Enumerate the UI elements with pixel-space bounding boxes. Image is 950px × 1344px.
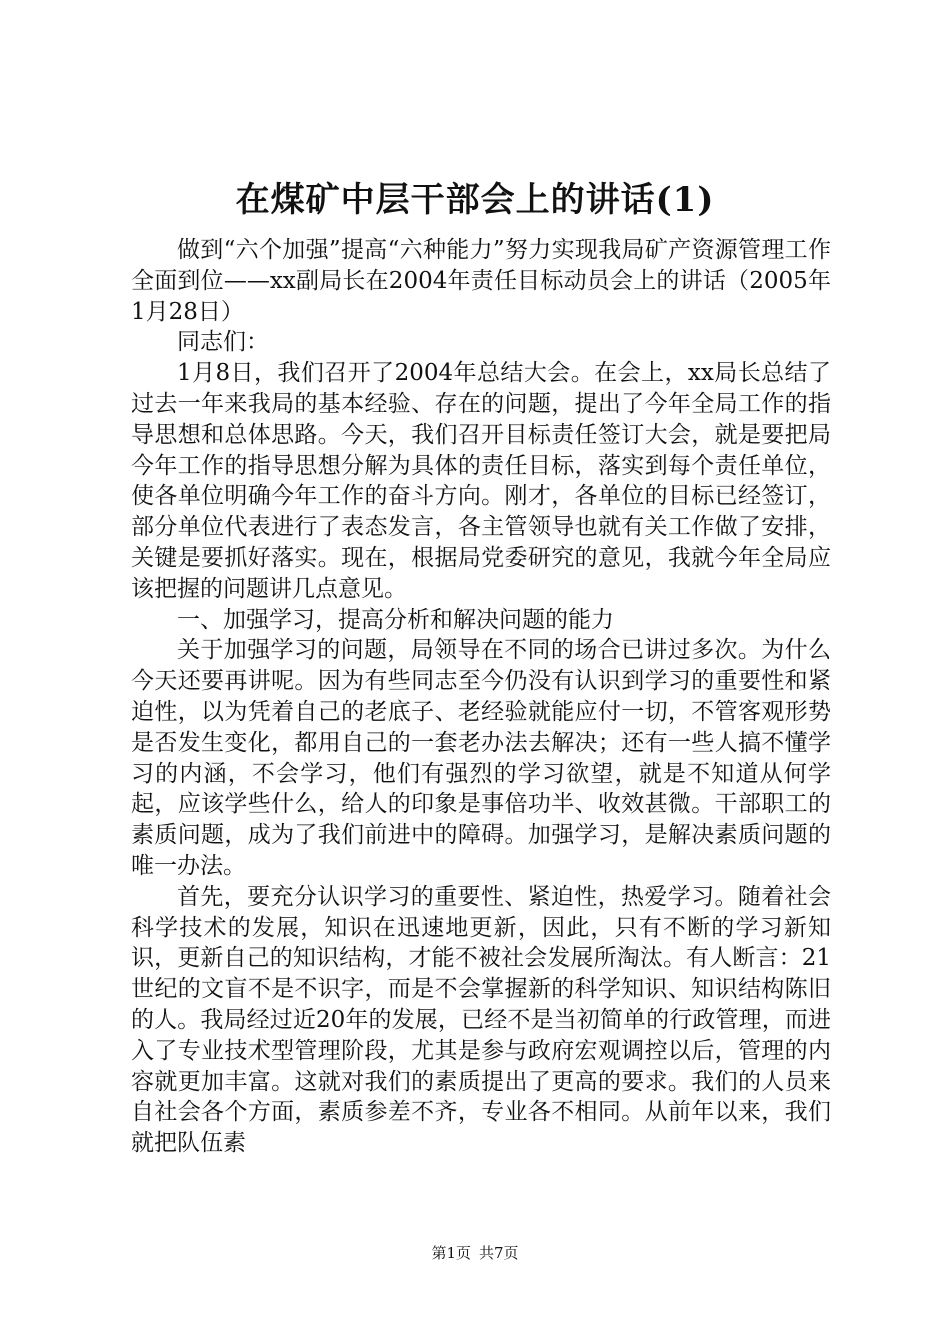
document-body [131,235,831,1159]
body-paragraph: 1月8日，我们召开了2004年总结大会。在会上，xx局长总结了过去一年来我局的基本经验、存在的问题，提出了今年全局工作的指导思想和总体思路。今天，我们召开目标责任签订大会，就是要把局今年工作的指导思想分解为具体的责任目标，落实到每个责任单位，使各单位明确今年工作的奋斗方向。刚才，各单位的目标已经签订，部分单位代表进行了表态发言，各主管领导也就有关工作做了安排，关键是要抓好落实。现在，根据局党委研究的意见，我就今年全局应该把握的问题讲几点意见。 [131,360,831,602]
page-footer [0,1243,950,1263]
document-title: 在煤矿中层干部会上的讲话(1) [235,180,715,220]
body-paragraph: 关于加强学习的问题，局领导在不同的场合已讲过多次。为什么今天还要再讲呢。因为有些同志至今仍没有认识到学习的重要性和紧迫性，以为凭着自己的老底子、老经验就能应付一切，不管客观形势是否发生变化，都用自己的一套老办法去解决；还有一些人搞不懂学习的内涵，不会学习，他们有强烈的学习欲望，就是不知道从何学起，应该学些什么，给人的印象是事倍功半、收效甚微。干部职工的素质问题，成为了我们前进中的障碍。加强学习，是解决素质问题的唯一办法。 [131,637,831,879]
page-number: 第1页 [431,1244,471,1262]
page-total: 共7页 [479,1244,519,1262]
section-heading: 一、加强学习，提高分析和解决问题的能力 [177,606,614,633]
body-paragraph: 首先，要充分认识学习的重要性、紧迫性，热爱学习。随着社会科学技术的发展，知识在迅速地更新，因此，只有不断的学习新知识，更新自己的知识结构，才能不被社会发展所淘汰。有人断言：21世纪的文盲不是不识字，而是不会掌握新的科学知识、知识结构陈旧的人。我局经过近20年的发展，已经不是当初简单的行政管理，而进入了专业技术型管理阶段，尤其是参与政府宏观调控以后，管理的内容就更加丰富。这就对我们的素质提出了更高的要求。我们的人员来自社会各个方面，素质参差不齐，专业各不相同。从前年以来，我们就把队伍素 [131,883,831,1157]
salutation: 同志们： [177,329,269,356]
subtitle-paragraph: 做到“六个加强”提高“六种能力”努力实现我局矿产资源管理工作全面到位——xx副局长在2004年责任目标动员会上的讲话（2005年1月28日） [131,237,831,325]
